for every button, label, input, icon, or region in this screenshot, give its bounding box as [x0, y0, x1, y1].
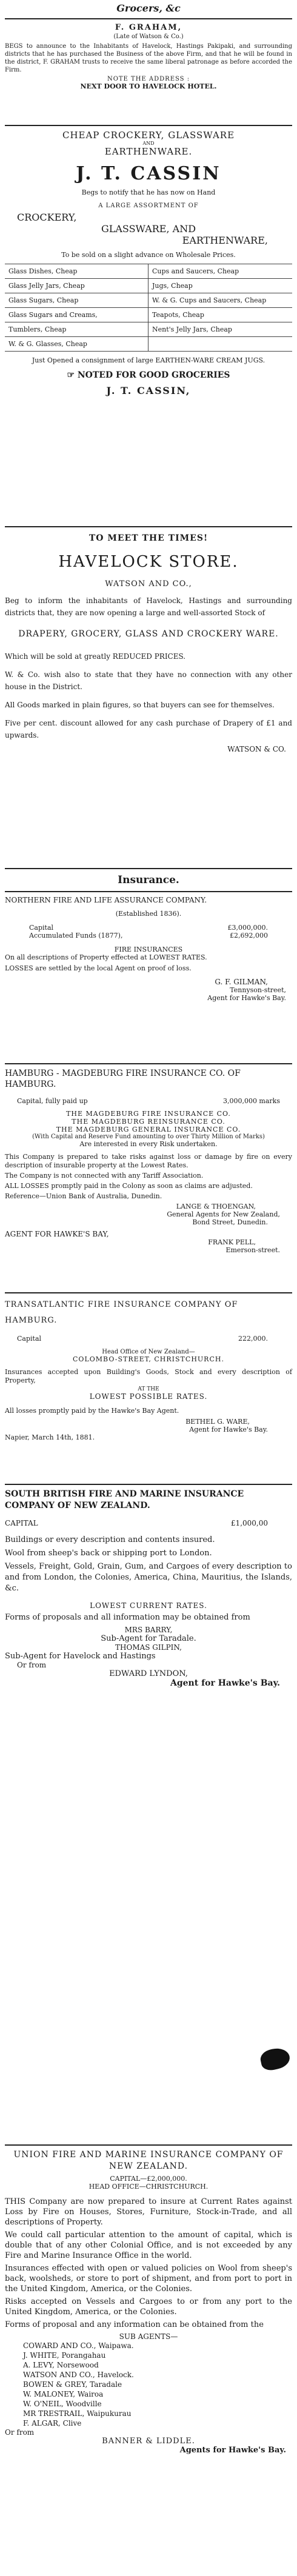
hamburg-title: HAMBURG - MAGDEBURG FIRE INSURANCE CO. OF HAMBURG. [5, 1069, 241, 1089]
list-item [148, 337, 292, 352]
divider [5, 868, 292, 869]
union-capital: CAPITAL—£2,000,000. [110, 2175, 187, 2183]
transatlantic-losses: All losses promptly paid by the Hawke's Bay Agent. [5, 1407, 179, 1415]
hamburg-capital-row [5, 1097, 292, 1105]
list-item: BOWEN & GREY, Taradale [23, 2380, 122, 2389]
northern-desc: On all descriptions of Property effected at LOWEST RATES. [5, 953, 207, 961]
cassin-name: J. T. CASSIN [76, 163, 221, 184]
union-p1: THIS Company are now prepared to insure at Current Rates against Loss by Fire on Houses, Stores, Furniture, Stock-in-Trade, and all descriptions of Property. [5, 2197, 292, 2227]
list-item: J. WHITE, Porangahau [23, 2351, 106, 2360]
transatlantic-bethel: BETHEL G. WARE, [185, 1418, 250, 1426]
transatlantic-head: Head Office of New Zealand— [102, 1349, 195, 1355]
list-item: A. LEVY, Norsewood [23, 2361, 99, 2369]
hamburg-capital-label: Capital, fully paid up [17, 1097, 88, 1105]
havelock-discount: Five per cent. discount allowed for any cash purchase of Drapery of £1 and upwards. [5, 719, 292, 739]
northern-capital-value: £3,000,000. [227, 924, 268, 932]
cassin-sold: To be sold on a slight advance on Wholesale Prices. [61, 251, 236, 259]
union-orfrom: Or from [5, 2428, 35, 2437]
cassin-earthen: EARTHENWARE. [104, 146, 193, 157]
havelock-intro: Beg to inform the inhabitants of Havelock, Hastings and surrounding districts that, they are now opening a large and well-assorted Stock of [5, 596, 292, 617]
south-p1: Buildings or every description and contents insured. [5, 1535, 215, 1544]
cassin-noted [5, 370, 292, 380]
cassin-and: AND [142, 141, 155, 146]
havelock-marked: All Goods marked in plain figures, so that buyers can see for themselves. [5, 701, 275, 709]
ink-blot [259, 2046, 292, 2072]
list-item: COWARD AND CO., Waipawa. [23, 2341, 134, 2350]
hamburg-lange: LANGE & THOENGAN, [176, 1203, 256, 1210]
hamburg-capital-value: 3,000,000 marks [222, 1097, 280, 1105]
union-p2: We could call particular attention to the amount of capital, which is double that of any other Colonial Office, and is not exceeded by any Fire and Marine Insurance Office in the world. [5, 2231, 292, 2260]
south-forms: Forms of proposals and all information may be obtained from [5, 1613, 250, 1622]
transatlantic-capital-label: Capital [17, 1335, 42, 1343]
graham-advert [5, 23, 292, 90]
transatlantic-colombo: COLOMBO-STREET, CHRISTCHURCH. [73, 1355, 224, 1363]
hamburg-line3: THE MAGDEBURG GENERAL INSURANCE CO. [56, 1126, 241, 1133]
northern-fire: FIRE INSURANCES [114, 946, 183, 953]
cassin-opened: Just Opened a consignment of large EARTHEN-WARE CREAM JUGS. [32, 356, 265, 364]
union-banner: BANNER & LIDDLE. [102, 2437, 195, 2446]
south-british-insurance-advert [5, 1489, 292, 1688]
transatlantic-date: Napier, March 14th, 1881. [5, 1433, 95, 1441]
insurance-section-header [5, 874, 292, 886]
hamburg-p1: This Company is prepared to take risks against loss or damage by fire on every description of insurable property at the Lowest Rates. [5, 1153, 292, 1169]
list-item: W. MALONEY, Wairoa [23, 2390, 104, 2398]
list-item: MR TRESTRAIL, Waipukurau [23, 2409, 132, 2418]
divider [5, 1484, 292, 1485]
havelock-title: HAVELOCK STORE. [58, 553, 239, 571]
hamburg-line5: Are interested in every Risk undertaken. [79, 1140, 218, 1148]
cassin-begs: Begs to notify that he has now on Hand [81, 189, 216, 196]
northern-capital-label: Capital [29, 924, 54, 932]
cassin-noted-text: NOTED FOR GOOD GROCERIES [77, 370, 230, 380]
cassin-head: CHEAP CROCKERY, GLASSWARE [62, 130, 235, 141]
grocers-section-header [5, 2, 292, 14]
union-insurance-advert [5, 2149, 292, 2455]
south-subhave: Sub-Agent for Havelock and Hastings [5, 1652, 156, 1661]
union-sub: SUB AGENTS— [119, 2332, 178, 2341]
list-item: Nent's Jelly Jars, Cheap [148, 322, 292, 337]
list-item: Glass Dishes, Cheap [5, 264, 148, 279]
divider [5, 1063, 292, 1064]
south-p2: Wool from sheep's back or shipping port to London. [5, 1549, 212, 1558]
divider [5, 526, 292, 527]
graham-note: NOTE THE ADDRESS : [107, 76, 190, 82]
south-taradale: Sub-Agent for Taradale. [101, 1634, 196, 1643]
northern-insurance-advert [5, 896, 292, 1002]
havelock-firm: WATSON AND CO., [105, 579, 192, 589]
hamburg-p2: The Company is not connected with any Tariff Association. [5, 1172, 204, 1180]
south-capital-value: £1,000,00 [230, 1519, 268, 1527]
havelock-meet: TO MEET THE TIMES! [88, 533, 209, 543]
union-p5: Forms of proposal and any information can be obtained from the [5, 2320, 264, 2329]
divider [5, 125, 292, 126]
list-item: Tumblers, Cheap [5, 322, 148, 337]
havelock-sign: WATSON & CO. [227, 745, 286, 753]
northern-agentfor: Agent for Hawke's Bay. [207, 994, 286, 1002]
northern-est: (Established 1836). [115, 910, 182, 918]
northern-place: Tennyson-street, [230, 986, 286, 994]
transatlantic-agentfor: Agent for Hawke's Bay. [189, 1426, 268, 1433]
northern-accum-value: £2,692,000 [230, 932, 268, 939]
list-item: Jugs, Cheap [148, 279, 292, 293]
cassin-assort: A LARGE ASSORTMENT OF [98, 202, 199, 209]
list-item: Teapots, Cheap [148, 308, 292, 322]
list-item: W. & G. Glasses, Cheap [5, 337, 148, 352]
list-item: Cups and Saucers, Cheap [148, 264, 292, 279]
northern-title: NORTHERN FIRE AND LIFE ASSURANCE COMPANY. [5, 896, 207, 904]
hamburg-line1: THE MAGDEBURG FIRE INSURANCE CO. [66, 1110, 231, 1118]
divider [5, 2144, 292, 2146]
grocers-heading: Grocers, &c [116, 2, 181, 14]
hamburg-bond: Bond Street, Dunedin. [192, 1218, 268, 1226]
graham-text: BEGS to announce to the Inhabitants of Havelock, Hastings Pakipaki, and surrounding districts that he has purchased the Business of the above Firm, and that he will be found in the district, F. GRAHAM trusts to receive the same liberal patronage as before accorded the Firm. [5, 43, 292, 73]
hamburg-insurance-advert [5, 1068, 292, 1254]
hamburg-p3: ALL LOSSES promptly paid in the Colony as soon as claims are adjusted. [5, 1182, 253, 1190]
union-title: UNION FIRE AND MARINE INSURANCE COMPANY OF NEW ZEALAND. [13, 2150, 284, 2171]
list-item: W. & G. Cups and Saucers, Cheap [148, 293, 292, 308]
graham-address: NEXT DOOR TO HAVELOCK HOTEL. [80, 82, 217, 90]
graham-late: (Late of Watson & Co.) [113, 33, 184, 40]
cassin-sign: J. T. CASSIN, [106, 385, 191, 396]
union-office: HEAD OFFICE—CHRISTCHURCH. [88, 2183, 209, 2191]
transatlantic-title: TRANSATLANTIC FIRE INSURANCE COMPANY OF HAMBURG. [5, 1300, 238, 1325]
transatlantic-capital-row [5, 1335, 292, 1343]
insurance-heading: Insurance. [118, 874, 179, 886]
havelock-wish: W. & Co. wish also to state that they have no connection with any other house in the District. [5, 670, 292, 691]
divider [5, 1292, 292, 1293]
transatlantic-effect: Insurances accepted upon Building's Goods, Stock and every description of Property, [5, 1368, 292, 1384]
cassin-items-table [5, 264, 292, 352]
south-agenthb: Agent for Hawke's Bay. [170, 1678, 280, 1688]
union-p3: Insurances effected with open or valued policies on Wool from sheep's back, woolsheds, or store to port of shipment, and from port to port in the United Kingdom, America, or the Colonies. [5, 2264, 292, 2294]
northern-capital-row [5, 924, 292, 932]
divider [5, 18, 292, 19]
hamburg-agent-hb: AGENT FOR HAWKE'S BAY, [5, 1230, 109, 1238]
northern-accum-row [5, 932, 292, 939]
hamburg-gen: General Agents for New Zealand, [167, 1210, 280, 1218]
list-item: Glass Sugars, Cheap [5, 293, 148, 308]
list-item: W. O'NEIL, Woodville [23, 2400, 102, 2408]
south-p3: Vessels, Freight, Gold, Grain, Gum, and Cargoes of every description to and from London, the Colonies, America, China, Mauritius, the Islands, &c. [5, 1562, 292, 1593]
hamburg-line4: (With Capital and Reserve Fund amounting to over Thirty Million of Marks) [32, 1133, 265, 1140]
havelock-advert [5, 533, 292, 753]
hamburg-frank: FRANK PELL, [208, 1238, 256, 1246]
transatlantic-lowest: LOWEST POSSIBLE RATES. [89, 1392, 208, 1401]
northern-accum-label: Accumulated Funds (1877), [29, 932, 123, 939]
havelock-reduced: Which will be sold at greatly REDUCED PRICES. [5, 652, 186, 661]
hamburg-emerson: Emerson-street. [225, 1246, 280, 1254]
south-gilpin: THOMAS GILPIN, [115, 1643, 182, 1652]
hamburg-line2: THE MAGDEBURG REINSURANCE CO. [72, 1118, 225, 1126]
union-p4: Risks accepted on Vessels and Cargoes to or from any port to the United Kingdom, America, or the Colonies. [5, 2297, 292, 2317]
northern-agent: G. F. GILMAN, [215, 978, 268, 986]
cassin-earthenware: EARTHENWARE, [182, 235, 268, 246]
cassin-advert [5, 130, 292, 396]
south-capital-label: CAPITAL [5, 1519, 38, 1527]
south-title: SOUTH BRITISH FIRE AND MARINE INSURANCE COMPANY OF NEW ZEALAND. [5, 1489, 244, 1510]
list-item: WATSON AND CO., Havelock. [23, 2371, 134, 2379]
havelock-stock: DRAPERY, GROCERY, GLASS AND CROCKERY WARE. [18, 629, 279, 639]
list-item: F. ALGAR, Clive [23, 2419, 82, 2428]
south-barry: MRS BARRY, [124, 1626, 173, 1634]
divider [5, 891, 292, 892]
northern-losses: LOSSES are settled by the local Agent on proof of loss. [5, 964, 192, 972]
south-orfrom: Or from [17, 1661, 47, 1669]
list-item: Glass Sugars and Creams, [5, 308, 148, 322]
transatlantic-at: AT THE [138, 1386, 159, 1392]
south-lyndon: EDWARD LYNDON, [109, 1669, 188, 1678]
south-capital-row [5, 1519, 292, 1527]
hamburg-ref: Reference—Union Bank of Australia, Dunedin. [5, 1192, 162, 1200]
union-agents-list [5, 2341, 292, 2428]
south-rates: LOWEST CURRENT RATES. [90, 1601, 207, 1610]
union-agents-hb: Agents for Hawke's Bay. [179, 2446, 286, 2455]
transatlantic-capital-value: 222,000. [238, 1335, 268, 1343]
list-item: Glass Jelly Jars, Cheap [5, 279, 148, 293]
cassin-crockery: CROCKERY, [17, 212, 77, 223]
cassin-glassware: GLASSWARE, AND [101, 223, 196, 235]
pointing-hand-icon: ☞ [67, 370, 78, 380]
graham-name: F. GRAHAM, [115, 23, 182, 32]
transatlantic-insurance-advert [5, 1297, 292, 1441]
